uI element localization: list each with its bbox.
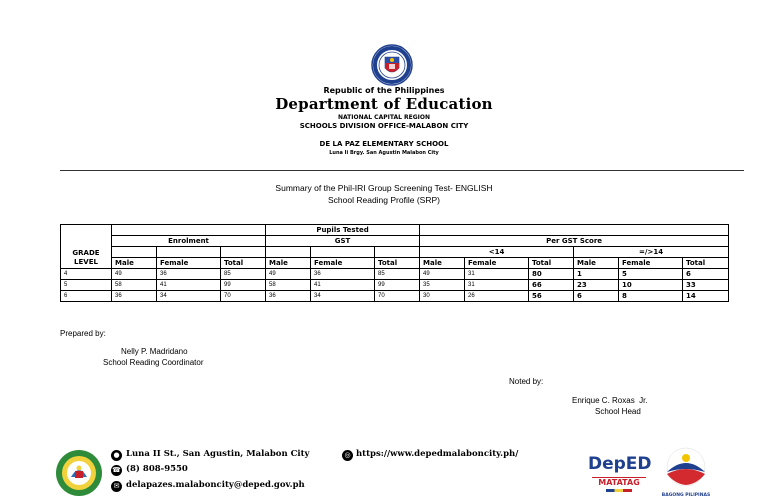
- empty-cell: [375, 247, 420, 258]
- enrolment-total-cell: 70: [221, 291, 266, 302]
- tested-female-cell: 41: [311, 280, 375, 291]
- deped-wordmark: DepED: [588, 454, 652, 474]
- at-least-14-header: =/>14: [574, 247, 729, 258]
- below-14-male-cell: 35: [420, 280, 465, 291]
- grade-cell: 6: [61, 291, 112, 302]
- school-logo: [55, 449, 103, 497]
- total-header: Total: [375, 258, 420, 269]
- grade-level-header: GRADE LEVEL: [61, 225, 112, 269]
- tested-female-cell: 36: [311, 269, 375, 280]
- gst-header: GST: [266, 236, 420, 247]
- total-header: Total: [683, 258, 729, 269]
- total-header: Total: [221, 258, 266, 269]
- at-least-14-female-cell: 8: [619, 291, 683, 302]
- at-least-14-female-cell: 10: [619, 280, 683, 291]
- at-least-14-female-cell: 5: [619, 269, 683, 280]
- female-header: Female: [465, 258, 529, 269]
- male-header: Male: [574, 258, 619, 269]
- tested-total-cell: 70: [375, 291, 420, 302]
- table-row: [61, 291, 729, 302]
- enrolment-male-cell: 36: [112, 291, 157, 302]
- empty-cell: [112, 247, 157, 258]
- at-least-14-male-cell: 23: [574, 280, 619, 291]
- below-14-female-cell: 31: [465, 280, 529, 291]
- matatag-stripe: [606, 489, 632, 492]
- female-header: Female: [311, 258, 375, 269]
- location-pin-icon: ●: [111, 450, 122, 461]
- below-14-header: <14: [420, 247, 574, 258]
- female-header: Female: [619, 258, 683, 269]
- at-least-14-total-cell: 6: [683, 269, 729, 280]
- below-14-total-cell: 80: [529, 269, 574, 280]
- table-header-row-1: [61, 225, 729, 236]
- enrolment-male-cell: 49: [112, 269, 157, 280]
- tested-male-cell: 49: [266, 269, 311, 280]
- noter-role: School Head: [595, 407, 641, 416]
- empty-cell: [420, 225, 729, 236]
- below-14-male-cell: 49: [420, 269, 465, 280]
- region-heading: NATIONAL CAPITAL REGION: [337, 114, 431, 121]
- table-header-row-3: [61, 247, 729, 258]
- female-header: Female: [157, 258, 221, 269]
- enrolment-female-cell: 34: [157, 291, 221, 302]
- tested-total-cell: 99: [375, 280, 420, 291]
- header-divider: [60, 170, 744, 171]
- department-heading: Department of Education: [275, 95, 493, 113]
- table-header-row-4: [61, 258, 729, 269]
- table-row: [61, 280, 729, 291]
- enrolment-female-cell: 36: [157, 269, 221, 280]
- total-header: Total: [529, 258, 574, 269]
- pupils-tested-header: Pupils Tested: [266, 225, 420, 236]
- below-14-male-cell: 30: [420, 291, 465, 302]
- at-least-14-male-cell: 1: [574, 269, 619, 280]
- phone-icon: ☎: [112, 466, 121, 474]
- below-14-female-cell: 26: [465, 291, 529, 302]
- preparer-name: Nelly P. Madridano: [121, 347, 188, 356]
- male-header: Male: [420, 258, 465, 269]
- below-14-total-cell: 56: [529, 291, 574, 302]
- enrolment-header: Enrolment: [112, 236, 266, 247]
- enrolment-total-cell: 85: [221, 269, 266, 280]
- deped-seal-logo: [371, 44, 413, 86]
- reading-profile-table: [60, 224, 729, 302]
- footer-phone: (8) 808-9550: [126, 464, 188, 474]
- table-header-row-2: [61, 236, 729, 247]
- footer-address: Luna II St., San Agustin, Malabon City: [126, 449, 310, 459]
- at-least-14-total-cell: 33: [683, 280, 729, 291]
- male-header: Male: [112, 258, 157, 269]
- tested-total-cell: 85: [375, 269, 420, 280]
- noted-by-label: Noted by:: [509, 377, 544, 386]
- republic-heading: Republic of the Philippines: [323, 86, 445, 95]
- prepared-by-label: Prepared by:: [60, 329, 106, 338]
- report-subtitle: School Reading Profile (SRP): [328, 195, 440, 205]
- matatag-wordmark: MATATAG: [592, 477, 646, 488]
- tested-male-cell: 36: [266, 291, 311, 302]
- at-least-14-male-cell: 6: [574, 291, 619, 302]
- at-least-14-total-cell: 14: [683, 291, 729, 302]
- bagong-pilipinas-logo: [657, 446, 715, 498]
- school-name: DE LA PAZ ELEMENTARY SCHOOL: [319, 140, 449, 148]
- male-header: Male: [266, 258, 311, 269]
- globe-icon: ◎: [342, 450, 353, 461]
- preparer-role: School Reading Coordinator: [103, 358, 204, 367]
- bagong-pilipinas-emblem: [657, 446, 715, 488]
- grade-cell: 5: [61, 280, 112, 291]
- noter-name: Enrique C. Roxas Jr.: [572, 396, 648, 405]
- empty-cell: [266, 247, 311, 258]
- empty-cell: [311, 247, 375, 258]
- below-14-total-cell: 66: [529, 280, 574, 291]
- footer-email: delapazes.malaboncity@deped.gov.ph: [126, 480, 305, 490]
- enrolment-total-cell: 99: [221, 280, 266, 291]
- tested-female-cell: 34: [311, 291, 375, 302]
- bagong-pilipinas-wordmark: BAGONG PILIPINAS: [661, 493, 711, 498]
- tested-male-cell: 58: [266, 280, 311, 291]
- empty-cell: [112, 225, 266, 236]
- enrolment-female-cell: 41: [157, 280, 221, 291]
- empty-cell: [221, 247, 266, 258]
- report-title: Summary of the Phil-IRI Group Screening Test- ENGLISH: [275, 183, 493, 193]
- enrolment-male-cell: 58: [112, 280, 157, 291]
- email-icon: ✉: [111, 481, 122, 492]
- grade-cell: 4: [61, 269, 112, 280]
- below-14-female-cell: 31: [465, 269, 529, 280]
- table-row: [61, 269, 729, 280]
- per-gst-score-header: Per GST Score: [420, 236, 729, 247]
- footer-website[interactable]: https://www.depedmalaboncity.ph/: [356, 449, 519, 459]
- school-address: Luna Ii Brgy. San Agustin Malabon City: [329, 150, 439, 156]
- empty-cell: [157, 247, 221, 258]
- deped-matatag-logo: [588, 448, 650, 498]
- division-heading: SCHOOLS DIVISION OFFICE-MALABON CITY: [299, 122, 469, 130]
